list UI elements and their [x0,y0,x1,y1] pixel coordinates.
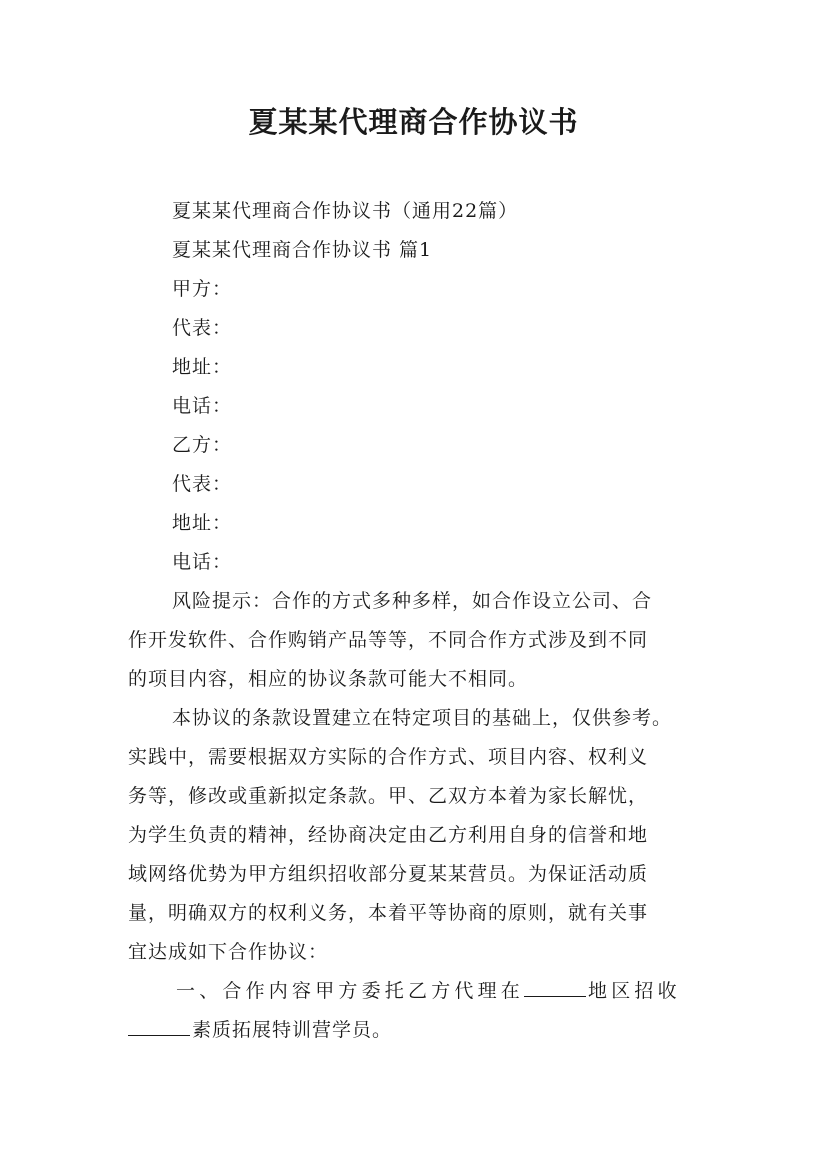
camp-blank-field [128,1015,190,1036]
party-b-representative-label: 代表： [172,473,233,495]
party-a-phone-label: 电话： [172,395,233,417]
agreement-body-line: 量，明确双方的权利义务，本着平等协商的原则，就有关事 [128,902,649,924]
document-body [128,192,706,1050]
clause-one-text-b: 地区招收 [588,980,681,1002]
party-a-address-label: 地址： [172,356,233,378]
party-a-label: 甲方： [172,278,233,300]
party-a-representative-label: 代表： [172,317,233,339]
agreement-body-line: 实践中，需要根据双方实际的合作方式、项目内容、权利义 [128,746,649,768]
risk-notice-line: 的项目内容，相应的协议条款可能大不相同。 [128,668,529,690]
risk-notice-line: 风险提示：合作的方式多种多样，如合作设立公司、合 [172,590,653,612]
region-blank-field [524,976,586,997]
party-b-address-label: 地址： [172,512,233,534]
clause-one-line [128,972,706,1011]
party-b-phone-label: 电话： [172,551,233,573]
agreement-body-line: 务等，修改或重新拟定条款。甲、乙双方本着为家长解忧， [128,785,649,807]
document-title: 夏某某代理商合作协议书 [248,105,579,139]
section-heading: 夏某某代理商合作协议书 篇1 [172,239,433,261]
agreement-body-paragraph [128,699,706,972]
clause-one-text-a: 一、合作内容甲方委托乙方代理在 [176,980,525,1002]
agreement-body-line: 宜达成如下合作协议： [128,941,329,963]
agreement-body-line: 本协议的条款设置建立在特定项目的基础上，仅供参考。 [172,707,673,729]
party-b-label: 乙方： [172,434,233,456]
risk-notice-line: 作开发软件、合作购销产品等等，不同合作方式涉及到不同 [128,629,649,651]
clause-one-line [128,1011,706,1050]
clause-one-text-c: 素质拓展特训营学员。 [192,1019,393,1041]
clause-one-paragraph [128,972,706,1050]
agreement-body-line: 为学生负责的精神，经协商决定由乙方利用自身的信誉和地 [128,824,649,846]
agreement-body-line: 域网络优势为甲方组织招收部分夏某某营员。为保证活动质 [128,863,649,885]
subtitle-line: 夏某某代理商合作协议书（通用22篇） [172,200,519,222]
risk-notice-paragraph [128,582,706,699]
